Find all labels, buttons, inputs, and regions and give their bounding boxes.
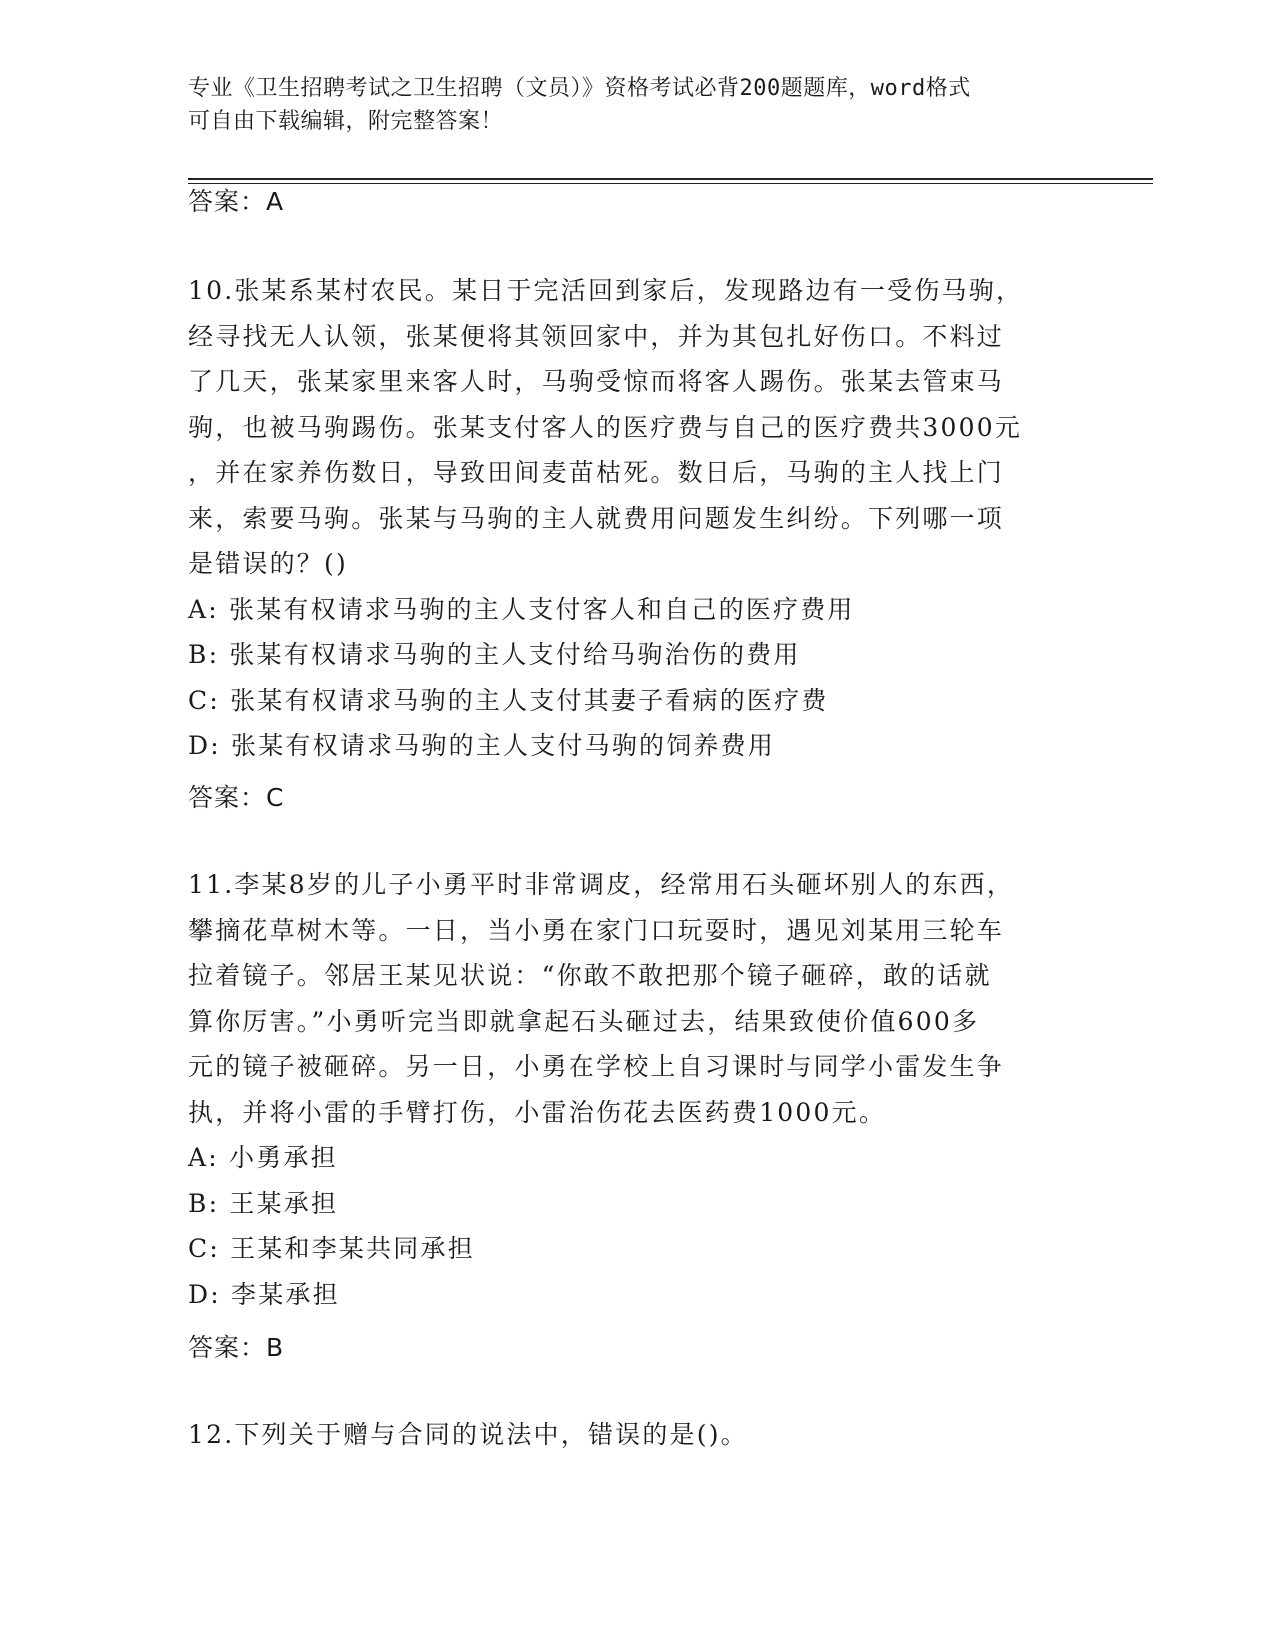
question-10-option-d: D: 张某有权请求马驹的主人支付马驹的饲养费用 (188, 731, 776, 760)
answer-9: 答案：A (188, 187, 285, 216)
answer-10: 答案：C (188, 783, 285, 812)
answer-11: 答案：B (188, 1333, 285, 1362)
document-header (188, 72, 1068, 138)
question-12 (188, 1412, 1073, 1458)
question-11-line: 11.李某8岁的儿子小勇平时非常调皮，经常用石头砸坏别人的东西， (188, 870, 1015, 899)
question-11 (188, 862, 1073, 1317)
question-11-line: 攀摘花草树木等。一日，当小勇在家门口玩耍时，遇见刘某用三轮车 (188, 915, 1005, 945)
question-10-option-b: B: 张某有权请求马驹的主人支付给马驹治伤的费用 (188, 640, 801, 669)
question-10-line: 了几天，张某家里来客人时，马驹受惊而将客人踢伤。张某去管束马 (188, 367, 1005, 396)
question-10-line: ，并在家养伤数日，导致田间麦苗枯死。数日后，马驹的主人找上门 (188, 458, 1005, 487)
question-10-line: 驹，也被马驹踢伤。张某支付客人的医疗费与自己的医疗费共3000元 (188, 412, 1023, 442)
question-10-option-a: A: 张某有权请求马驹的主人支付客人和自己的医疗费用 (188, 594, 855, 624)
question-10-line: 来，索要马驹。张某与马驹的主人就费用问题发生纠纷。下列哪一项 (188, 503, 1005, 533)
question-10-line: 是错误的？() (188, 549, 348, 578)
question-10-line: 经寻找无人认领，张某便将其领回家中，并为其包扎好伤口。不料过 (188, 321, 1005, 351)
header-divider-thick (188, 178, 1153, 180)
question-11-option-b: B: 王某承担 (188, 1188, 339, 1218)
question-11-option-a: A: 小勇承担 (188, 1143, 338, 1172)
question-10-line: 10.张某系某村农民。某日于完活回到家后，发现路边有一受伤马驹， (188, 276, 1024, 305)
question-11-option-c: C: 王某和李某共同承担 (188, 1234, 475, 1263)
question-12-line: 12.下列关于赠与合同的说法中，错误的是()。 (188, 1420, 748, 1449)
question-10 (188, 268, 1073, 769)
question-11-line: 拉着镜子。邻居王某见状说：“你敢不敢把那个镜子砸碎，敢的话就 (188, 961, 992, 990)
question-11-line: 算你厉害。”小勇听完当即就拿起石头砸过去，结果致使价值600多 (188, 1006, 980, 1036)
question-11-option-d: D: 李某承担 (188, 1279, 340, 1309)
question-11-line: 执，并将小雷的手臂打伤，小雷治伤花去医药费1000元。 (188, 1097, 887, 1127)
header-divider-thin (188, 183, 1153, 184)
question-11-line: 元的镜子被砸碎。另一日，小勇在学校上自习课时与同学小雷发生争 (188, 1052, 1005, 1081)
header-line-2: 可自由下载编辑，附完整答案！ (188, 109, 504, 134)
question-10-option-c: C: 张某有权请求马驹的主人支付其妻子看病的医疗费 (188, 685, 829, 715)
header-line-1: 专业《卫生招聘考试之卫生招聘（文员）》资格考试必背200题题库，word格式 (188, 76, 971, 101)
